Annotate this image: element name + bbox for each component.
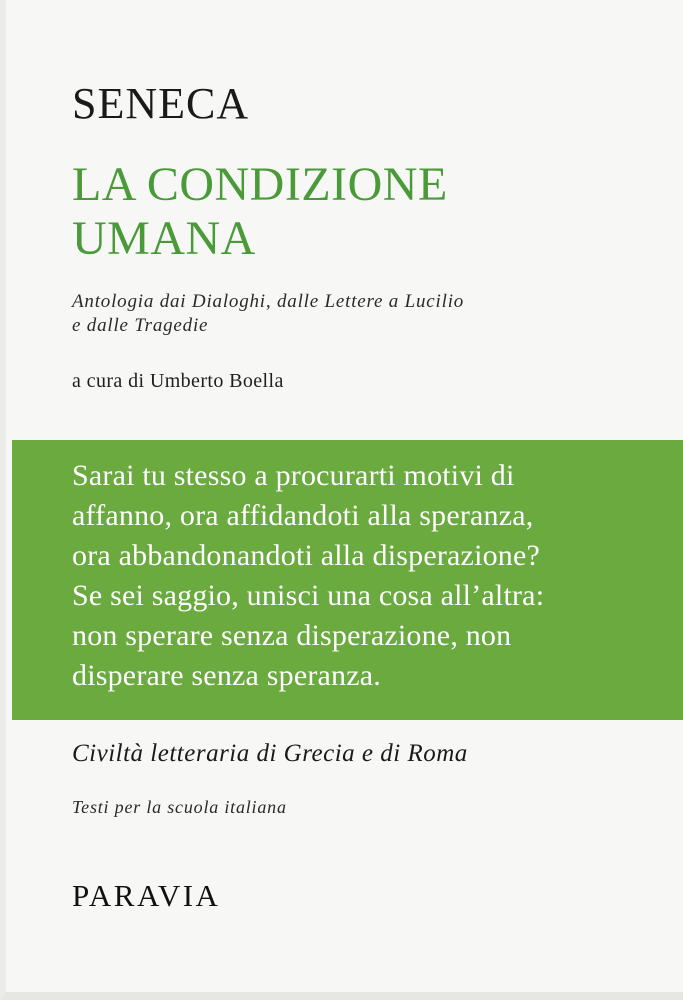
title-line: UMANA xyxy=(72,212,256,265)
subtitle-line: e dalle Tragedie xyxy=(72,315,209,336)
collection-name: Testi per la scuola italiana xyxy=(72,797,287,817)
quote-text xyxy=(72,456,672,696)
quote-line: Sarai tu stesso a procurarti motivi di xyxy=(72,459,515,492)
quote-band xyxy=(12,440,683,720)
quote-line: disperare senza speranza. xyxy=(72,659,381,692)
author-name: SENECA xyxy=(72,79,250,128)
quote-line: affanno, ora affidandoti alla speranza, xyxy=(72,499,534,532)
quote-line: Se sei saggio, unisci una cosa all’altra: xyxy=(72,579,545,612)
book-title xyxy=(72,158,448,266)
quote-line: non sperare senza disperazione, non xyxy=(72,619,512,652)
series-name: Civiltà letteraria di Grecia e di Roma xyxy=(72,740,468,767)
editor-credit: a cura di Umberto Boella xyxy=(72,370,284,392)
subtitle-line: Antologia dai Dialoghi, dalle Lettere a Lucilio xyxy=(72,291,465,312)
title-line: LA CONDIZIONE xyxy=(72,158,448,211)
quote-line: ora abbandonandoti alla disperazione? xyxy=(72,539,541,572)
book-subtitle xyxy=(72,290,464,338)
publisher-name: PARAVIA xyxy=(72,878,221,913)
